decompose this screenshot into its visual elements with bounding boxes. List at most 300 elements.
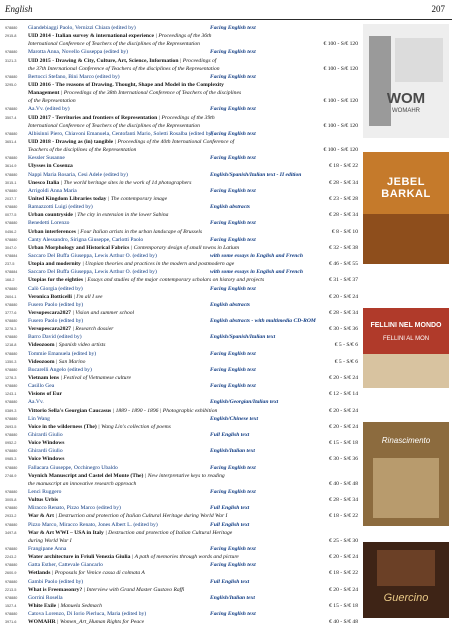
entry-title: War & Art xyxy=(28,513,54,520)
price-label: € 46 - S/€ 55 xyxy=(329,261,358,268)
catalog-entry xyxy=(5,578,360,594)
price-label: € 15 - S/€ 18 xyxy=(329,440,358,447)
entry-line xyxy=(5,350,360,358)
isbn-code: 978880 xyxy=(5,400,18,405)
isbn-code: 3651-4 xyxy=(5,139,17,144)
cover-jebel-barkal-title: JEBEL BARKAL xyxy=(381,176,431,200)
entry-line xyxy=(5,390,360,398)
entry-title: United Kingdom Libraries today xyxy=(28,195,107,202)
isbn-code: 2600-9 xyxy=(5,571,17,576)
entry-description: | Contemporary design of small towns in Latium xyxy=(129,244,240,251)
isbn-code: 978880 xyxy=(5,237,18,242)
entry-author: Aa.Vv. (edited by) xyxy=(28,106,70,113)
entry-line xyxy=(5,464,360,472)
language-note: Facing English text xyxy=(210,383,256,390)
entry-line xyxy=(5,618,360,626)
isbn-code: 0389-3 xyxy=(5,408,17,413)
entry-line xyxy=(5,496,360,504)
entry-line xyxy=(5,57,360,65)
price-label: € 28 - S/€ 34 xyxy=(329,309,358,316)
isbn-code: 2243-2 xyxy=(5,555,17,560)
language-note: Facing English text xyxy=(210,220,256,227)
entry-line xyxy=(5,252,360,260)
entry-line xyxy=(5,260,360,268)
language-note: Facing English text xyxy=(210,236,256,243)
isbn-code: 978880 xyxy=(5,26,18,30)
entry-description: | 1889 - 1890 - 1896 | Photographic exhibition xyxy=(111,407,218,414)
entry-line xyxy=(5,146,360,154)
entry-description: | The world heritage sites in the work of 14 photographers xyxy=(59,179,192,186)
entry-title: Wetlands xyxy=(28,570,51,577)
catalog-entry xyxy=(5,24,360,48)
entry-line xyxy=(5,309,360,317)
entry-author: Arrigoldi Anna Maria xyxy=(28,187,77,194)
entry-line xyxy=(5,374,360,382)
cover-fellini-title: FELLINI NEL MONDO xyxy=(370,322,442,329)
catalog-entry xyxy=(5,398,360,414)
entry-line xyxy=(5,407,360,415)
price-label: € 20 - S/€ 24 xyxy=(329,375,358,382)
isbn-code: 0456-2 xyxy=(5,229,17,234)
entry-line xyxy=(5,586,360,594)
entry-description: | San Marino xyxy=(54,358,86,365)
isbn-code: 978880 xyxy=(5,595,18,600)
entry-title: War & Art WWI – USA in Italy xyxy=(28,529,104,536)
isbn-code: 978880 xyxy=(5,335,18,340)
catalog-entry xyxy=(5,545,360,561)
price-label: € 31 - S/€ 37 xyxy=(329,277,358,284)
entry-author: Ramazzotti Luigi (edited by) xyxy=(28,204,93,211)
cover-fellini-subtitle: FELLINI AL MON xyxy=(382,336,430,342)
isbn-code: 3497-8 xyxy=(5,530,17,535)
isbn-code: 3121-3 xyxy=(5,58,17,63)
isbn-code: 978880 xyxy=(5,172,18,177)
entry-line xyxy=(5,553,360,561)
catalog-entry xyxy=(5,317,360,333)
catalog-entry xyxy=(5,219,360,235)
entry-title: Utopia and modernity xyxy=(28,261,81,268)
entry-title: Ulysses in Cosenza xyxy=(28,163,73,170)
catalog-entry xyxy=(5,154,360,170)
entry-line xyxy=(5,301,360,309)
isbn-code: 978880 xyxy=(5,416,18,421)
entry-line xyxy=(5,122,360,130)
entry-author: Ghirardi Giulio xyxy=(28,448,63,455)
isbn-code: 1527-4 xyxy=(5,603,17,608)
entry-line xyxy=(5,529,360,537)
entry-line xyxy=(5,341,360,349)
page-header xyxy=(0,0,452,20)
entry-author: Aa.Vv. xyxy=(28,399,44,406)
catalog-entry xyxy=(5,285,360,301)
language-note: Facing English text xyxy=(210,611,256,618)
isbn-code: 978880 xyxy=(5,547,18,551)
price-label: € 5 - S/€ 6 xyxy=(334,342,358,349)
catalog-entry xyxy=(5,366,360,382)
entry-description: | Proceedings of the 38th International Conference of Teachers of the disciplines xyxy=(59,90,242,97)
catalog-entry xyxy=(5,521,360,545)
price-label: € 30 - S/€ 36 xyxy=(329,326,358,333)
isbn-code: 2037-7 xyxy=(5,196,17,201)
entry-description: the manuscript an innovative research approach xyxy=(28,480,137,487)
entry-title: Voynich Manuscript and Castel del Monte (The) xyxy=(28,472,144,479)
language-note: Facing English text xyxy=(210,366,256,373)
entry-title: What is Freemasonry? xyxy=(28,586,83,593)
entry-description: | Manuela Sedmach xyxy=(56,602,102,609)
language-note: Facing English text xyxy=(210,285,256,292)
entry-author: Calò Giorgia (edited by) xyxy=(28,285,83,292)
entry-line xyxy=(5,65,360,73)
language-note: Facing English text xyxy=(210,464,256,471)
entry-author: Catova Lorenzo, Di Iorio Pierluca, Maria (edited by) xyxy=(28,611,147,618)
entry-line xyxy=(5,594,360,602)
catalog-entry xyxy=(5,171,360,187)
catalog-entry xyxy=(5,252,360,268)
entry-title: Urban countryside xyxy=(28,212,73,219)
catalog-entry xyxy=(5,268,360,284)
catalog-entry xyxy=(5,431,360,447)
entry-author: Marotta Anna, Novello Giuseppa (edited by) xyxy=(28,49,129,56)
entry-title: WOMAHR xyxy=(28,619,56,626)
entry-author: Ghirardi Giulio xyxy=(28,432,63,439)
entry-description: | A path of memories through words and picture xyxy=(130,554,239,561)
entry-line xyxy=(5,187,360,195)
entry-line xyxy=(5,285,360,293)
isbn-code: 978880 xyxy=(5,490,18,495)
entry-author: Giandebiaggi Paolo, Vernizzi Chiara (edited by) xyxy=(28,25,136,31)
language-note: Facing English text xyxy=(210,49,256,56)
entry-author: Gatta Esther, Cattevale Giancarlo xyxy=(28,562,103,569)
entry-line xyxy=(5,48,360,56)
entry-author: Tommie Emanuela (edited by) xyxy=(28,350,97,357)
entry-description: | I'm all I see xyxy=(71,293,103,300)
entry-description: International Conference of Teachers of the disciplines of the Representation xyxy=(28,122,200,129)
price-label: € 18 - S/€ 22 xyxy=(329,570,358,577)
entry-description: | Research dossier xyxy=(70,326,114,333)
price-label: € 30 - S/€ 36 xyxy=(329,456,358,463)
price-label: € 28 - S/€ 34 xyxy=(329,179,358,186)
entry-line xyxy=(5,447,360,455)
language-note: Facing English text xyxy=(210,562,256,569)
language-note: Facing English text xyxy=(210,155,256,162)
entry-title: Unesco Italia xyxy=(28,179,60,186)
entry-author: Fallacara Giuseppe, Occhinegro Ubaldo xyxy=(28,464,118,471)
catalog-entry xyxy=(5,333,360,349)
entry-author: Lin Wang xyxy=(28,415,50,422)
entry-line xyxy=(5,561,360,569)
language-note: English abstracts xyxy=(210,301,250,308)
isbn-code: 2693-5 xyxy=(5,424,17,429)
entry-line xyxy=(5,455,360,463)
price-label: € 100 - S/€ 120 xyxy=(323,147,358,154)
language-note: English/Spanish/Italian text - II edition xyxy=(210,171,302,178)
price-label: € 32 - S/€ 38 xyxy=(329,244,358,251)
language-note: Facing English text xyxy=(210,73,256,80)
entry-author: Saccaro Del Buffa Giuseppa, Lewis Arthur O. (edited by) xyxy=(28,269,157,276)
entry-title: UID 2017 - Territories and frontiers of Representation xyxy=(28,114,158,121)
isbn-code: 978880 xyxy=(5,74,18,79)
entry-line xyxy=(5,317,360,325)
price-label: € 28 - S/€ 34 xyxy=(329,497,358,504)
entry-author: Lenci Ruggero xyxy=(28,489,62,496)
catalog-entry xyxy=(5,382,360,398)
entry-line xyxy=(5,89,360,97)
price-label: € 20 - S/€ 24 xyxy=(329,407,358,414)
entry-title: Veronica Botticelli xyxy=(28,293,72,300)
isbn-code: 978884 xyxy=(5,270,18,275)
entry-title: Videozoom xyxy=(28,358,55,365)
catalog-entry xyxy=(5,187,360,203)
price-label: € 100 - S/€ 120 xyxy=(323,98,358,105)
entry-title: Versopescara2027 xyxy=(28,309,71,316)
entry-title: Vultus Urbis xyxy=(28,497,59,504)
language-note: English/Italian text xyxy=(210,448,255,455)
entry-line xyxy=(5,171,360,179)
entry-description: | New interpretative keys to reading xyxy=(143,472,225,479)
isbn-code: 3507-4 xyxy=(5,115,17,120)
isbn-code: 978880 xyxy=(5,563,18,568)
entry-line xyxy=(5,276,360,284)
entry-description: | Utopian theories and practices in the modern and postmodern age xyxy=(80,261,235,268)
catalog-entry xyxy=(5,561,360,577)
entry-line xyxy=(5,537,360,545)
price-label: € 18 - S/€ 22 xyxy=(329,513,358,520)
catalog-entry xyxy=(5,236,360,252)
isbn-code: 2915-8 xyxy=(5,34,17,39)
entry-author: Saccaro Del Buffa Giuseppa, Lewis Arthur O. (edited by) xyxy=(28,252,157,259)
catalog-entry xyxy=(5,73,360,106)
entry-title: White Exile xyxy=(28,602,57,609)
entry-line xyxy=(5,195,360,203)
entry-description: | Women_Art_Human Rights for Peace xyxy=(55,619,145,626)
entry-description: | Festival of Vietnamese culture xyxy=(59,375,131,382)
isbn-code: 0985-3 xyxy=(5,457,17,462)
entry-description: | Destruction and protection of Italian Cultural Heritage xyxy=(103,529,233,536)
isbn-code: 978880 xyxy=(5,579,18,584)
price-label: € 23 - S/€ 28 xyxy=(329,195,358,202)
entry-author: Barro David (edited by) xyxy=(28,334,82,341)
entry-author: Nappi Maria Rosaria, Cesi Adele (edited by) xyxy=(28,171,128,178)
cover-rinascimento-title: Rinascimento xyxy=(381,436,431,445)
catalog-entry xyxy=(5,610,360,626)
isbn-code: 1243-1 xyxy=(5,392,17,397)
isbn-code: 3971-6 xyxy=(5,620,17,625)
language-note: English/Italian text xyxy=(210,594,255,601)
language-note: English/Georgian/Italian text xyxy=(210,399,279,406)
isbn-code: 0952-2 xyxy=(5,441,17,446)
isbn-code: 2604-1 xyxy=(5,294,17,299)
isbn-code: 3614-9 xyxy=(5,164,17,169)
language-note: Facing English text xyxy=(210,489,256,496)
cover-guercino-title: Guercino xyxy=(383,592,429,604)
entry-line xyxy=(5,138,360,146)
entry-title: UID 2015 - Drawing & City, Culture, Art, Science, Information xyxy=(28,57,179,64)
isbn-code: 978880 xyxy=(5,50,18,55)
entry-description: | Vision and summer school xyxy=(70,309,135,316)
isbn-code: 978880 xyxy=(5,319,18,324)
isbn-code: 978880 xyxy=(5,188,18,193)
isbn-code: 3278-3 xyxy=(5,327,17,332)
entry-title: Urban Morphology and Historical Fabrics xyxy=(28,244,130,251)
entry-title: Vietnam lens xyxy=(28,375,60,382)
isbn-code: 3005-8 xyxy=(5,498,17,503)
entry-description: | The contemporary image xyxy=(106,195,168,202)
price-label: € 12 - S/€ 14 xyxy=(329,391,358,398)
isbn-code: 168-2 xyxy=(5,278,15,283)
isbn-code: 3015-1 xyxy=(5,180,17,185)
entry-author: Benedetti Lorenzo xyxy=(28,220,70,227)
isbn-code: 978880 xyxy=(5,131,18,136)
entry-description: | Proceedings of the 39th xyxy=(157,114,215,121)
entry-line xyxy=(5,366,360,374)
cover-fellini xyxy=(363,308,449,388)
isbn-code: 978880 xyxy=(5,351,18,356)
cover-womahr xyxy=(363,24,449,138)
language-note: with some essays in English and French xyxy=(210,252,303,259)
entry-title: UID 2018 - Drawing as (in) tangible xyxy=(28,138,114,145)
entry-title: Voice Windows xyxy=(28,456,65,463)
language-note: Full English text xyxy=(210,432,250,439)
catalog-entry xyxy=(5,488,360,504)
price-label: € 25 - S/€ 30 xyxy=(329,537,358,544)
entry-line xyxy=(5,398,360,406)
price-label: € 18 - S/€ 22 xyxy=(329,163,358,170)
isbn-code: 978884 xyxy=(5,253,18,258)
isbn-code: 2748-9 xyxy=(5,473,17,478)
entry-line xyxy=(5,219,360,227)
entry-description: of the Representation xyxy=(28,98,76,105)
catalog-entry xyxy=(5,203,360,219)
catalog-entry xyxy=(5,594,360,610)
isbn-code: 978880 xyxy=(5,612,18,617)
isbn-code: 978880 xyxy=(5,465,18,470)
isbn-code: 978880 xyxy=(5,107,18,112)
entry-description: | Proceedings of xyxy=(178,57,217,64)
isbn-code: 1350-3 xyxy=(5,359,17,364)
isbn-code: 1218-8 xyxy=(5,343,17,348)
entry-title: Utopias for the eighties xyxy=(28,277,84,284)
entry-title: Versopescara2027 xyxy=(28,326,71,333)
entry-description: | Essays and studies of the major contemporary scholars on history and projects xyxy=(83,277,265,284)
language-note: Facing English text xyxy=(210,25,256,31)
language-note: English abstracts - with multimedia CD-ROM xyxy=(210,318,316,325)
entry-author: Pizzo Marco, Miracco Renato, Jones Albert L. (edited by) xyxy=(28,521,158,528)
entry-description: during World War I xyxy=(28,537,72,544)
entry-line xyxy=(5,610,360,618)
entry-line xyxy=(5,521,360,529)
entry-title: Vittorio Sella's Georgian Caucasus xyxy=(28,407,112,414)
entry-title: UID 2016 - The reasons of Drawing. Thought, Shape and Model in the Complexity xyxy=(28,81,224,88)
entry-title: Water architecture in Friuli Venezia Giulia xyxy=(28,554,131,561)
price-label: € 100 - S/€ 120 xyxy=(323,122,358,129)
entry-title: Management xyxy=(28,90,60,97)
isbn-code: 3295-0 xyxy=(5,82,17,87)
entry-line xyxy=(5,333,360,341)
entry-author: Casillo Gea xyxy=(28,383,55,390)
entry-line xyxy=(5,105,360,113)
cover-rinascimento xyxy=(363,422,449,526)
isbn-code: 978880 xyxy=(5,449,18,454)
entry-line xyxy=(5,512,360,520)
entry-title: Urban interferences xyxy=(28,228,76,235)
language-note: English/Spanish/Italian text xyxy=(210,334,276,341)
catalog-entry xyxy=(5,130,360,154)
entry-line xyxy=(5,40,360,48)
catalog-entry xyxy=(5,504,360,520)
entry-line xyxy=(5,472,360,480)
entry-line xyxy=(5,73,360,81)
price-label: € 100 - S/€ 120 xyxy=(323,41,358,48)
entry-description: | Interview with Grand Master Gustavo Raffi xyxy=(82,586,185,593)
entry-author: Bucarelli Angelo (edited by) xyxy=(28,366,92,373)
isbn-code: 3777-6 xyxy=(5,310,17,315)
isbn-code: 978880 xyxy=(5,384,18,389)
entry-line xyxy=(5,228,360,236)
entry-line xyxy=(5,114,360,122)
price-label: € 5 - S/€ 6 xyxy=(334,358,358,365)
language-note: Full English text xyxy=(210,521,250,528)
entry-line xyxy=(5,293,360,301)
catalog-entry-list xyxy=(5,24,360,626)
entry-description: | The city in extension in the lower Sabina xyxy=(72,212,169,219)
isbn-code: 978880 xyxy=(5,506,18,511)
price-label: € 20 - S/€ 24 xyxy=(329,586,358,593)
entry-author: Gambi Paolo (edited by) xyxy=(28,578,84,585)
language-note: English/Chinese text xyxy=(210,415,259,422)
isbn-code: 978880 xyxy=(5,302,18,307)
isbn-code: 0077-5 xyxy=(5,213,17,218)
entry-author: Gorrini Rosella xyxy=(28,594,63,601)
entry-line xyxy=(5,211,360,219)
catalog-entry xyxy=(5,105,360,129)
entry-line xyxy=(5,81,360,89)
entry-description: | Destruction and protection of Italian Cultural Heritage during World War I xyxy=(54,513,228,520)
language-note: Full English text xyxy=(210,505,250,512)
isbn-code: 237-5 xyxy=(5,262,15,267)
price-label: € 28 - S/€ 34 xyxy=(329,212,358,219)
language-note: Facing English text xyxy=(210,130,256,137)
language-note: Facing English text xyxy=(210,350,256,357)
cover-guercino xyxy=(363,542,449,618)
isbn-code: 978880 xyxy=(5,286,18,291)
isbn-code: 978880 xyxy=(5,433,18,438)
entry-author: Miracco Renato, Pizzo Marco (edited by) xyxy=(28,505,121,512)
entry-description: Teachers of the disciplines of the Representation xyxy=(28,147,137,154)
entry-line xyxy=(5,578,360,586)
entry-line xyxy=(5,236,360,244)
isbn-code: 978880 xyxy=(5,367,18,372)
entry-line xyxy=(5,569,360,577)
entry-line xyxy=(5,179,360,187)
price-label: € 15 - S/€ 18 xyxy=(329,602,358,609)
price-label: € 20 - S/€ 24 xyxy=(329,423,358,430)
entry-author: Canty Alessandro, Sirigna Giuseppe, Carlotti Paolo xyxy=(28,236,144,243)
catalog-entry xyxy=(5,350,360,366)
entry-author: Fusero Paolo (edited by) xyxy=(28,318,84,325)
entry-description: | Spanish video artists xyxy=(54,342,106,349)
price-label: € 40 - S/€ 48 xyxy=(329,480,358,487)
catalog-entry xyxy=(5,301,360,317)
entry-line xyxy=(5,602,360,610)
entry-title: Videozoom xyxy=(28,342,55,349)
page-number: 207 xyxy=(431,4,445,14)
entry-line xyxy=(5,504,360,512)
entry-author: Fusero Paolo (edited by) xyxy=(28,301,84,308)
entry-line xyxy=(5,415,360,423)
entry-description: | Proposals for Venice cassa di colmata A xyxy=(50,570,145,577)
isbn-code: 2213-5 xyxy=(5,587,17,592)
language-note: Facing English text xyxy=(210,106,256,113)
